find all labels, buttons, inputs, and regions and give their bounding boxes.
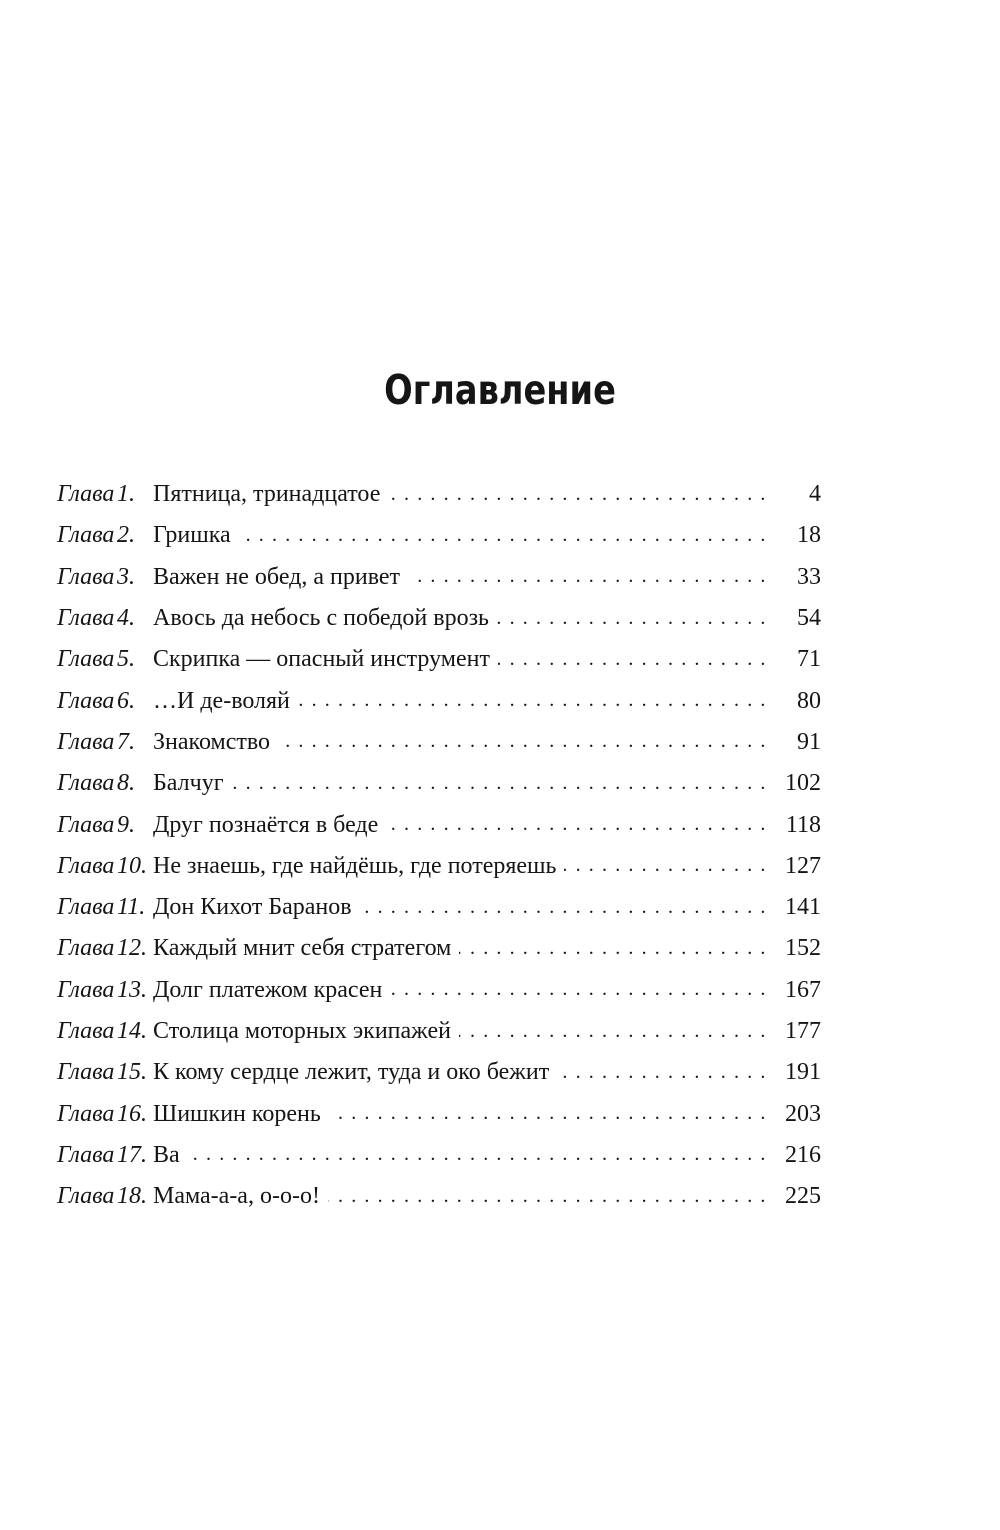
chapter-word: Глава (57, 1059, 115, 1086)
chapter-title: Друг познаётся в беде (153, 811, 379, 838)
dot-leader (459, 937, 767, 961)
chapter-word: Глава (57, 1141, 115, 1168)
page-number: 127 (785, 852, 821, 879)
chapter-number: 12. (117, 935, 147, 962)
dot-leader (459, 1020, 767, 1044)
chapter-number: 11. (117, 894, 146, 921)
page-number: 191 (785, 1059, 821, 1086)
chapter-title: Дон Кихот Баранов (153, 894, 352, 921)
chapter-title: Важен не обед, а привет (153, 563, 401, 590)
chapter-word: Глава (57, 976, 115, 1003)
chapter-word: Глава (57, 1183, 115, 1210)
chapter-word: Глава (57, 811, 115, 838)
page-number: 167 (785, 976, 821, 1003)
toc-entry[interactable] (57, 970, 821, 1011)
dot-leader (278, 730, 767, 754)
chapter-title: Ва (153, 1141, 180, 1168)
chapter-word: Глава (57, 935, 115, 962)
page-number: 225 (785, 1183, 821, 1210)
dot-leader (328, 1185, 767, 1209)
chapter-title: Балчуг (153, 770, 224, 797)
chapter-number: 17. (117, 1141, 147, 1168)
toc-entry[interactable] (57, 1176, 821, 1217)
dot-leader (564, 854, 767, 878)
dot-leader (390, 978, 767, 1002)
chapter-title: Авось да небось с победой врозь (153, 605, 489, 632)
dot-leader (497, 607, 767, 631)
dot-leader (408, 565, 767, 589)
chapter-word: Глава (57, 1100, 115, 1127)
page-number: 177 (785, 1018, 821, 1044)
chapter-title: Гришка (153, 522, 231, 549)
chapter-title: Скрипка — опасный инструмент (153, 646, 490, 673)
dot-leader (498, 648, 767, 672)
dot-leader (360, 896, 767, 920)
page-number: 4 (809, 481, 821, 508)
chapter-number: 5. (117, 646, 135, 673)
chapter-word: Глава (57, 605, 115, 632)
toc-entry[interactable] (57, 804, 821, 845)
chapter-title: Не знаешь, где найдёшь, где потеряешь (153, 852, 557, 879)
toc-entry[interactable] (57, 598, 821, 639)
chapter-title: Каждый мнит себя стратегом (153, 935, 452, 962)
chapter-number: 3. (117, 563, 135, 590)
toc-entry[interactable] (57, 639, 821, 680)
chapter-title: Пятница, тринадцатое (153, 481, 381, 508)
chapter-number: 1. (117, 481, 135, 508)
toc-entry[interactable] (57, 474, 821, 515)
page-number: 91 (797, 728, 821, 755)
chapter-number: 8. (117, 770, 135, 797)
table-of-contents (57, 474, 821, 1217)
chapter-number: 7. (117, 728, 135, 755)
page-number: 18 (797, 522, 821, 549)
chapter-word: Глава (57, 646, 115, 673)
page-number: 102 (785, 770, 821, 797)
chapter-word: Глава (57, 1018, 115, 1044)
toc-entry[interactable] (57, 722, 821, 763)
dot-leader (239, 524, 767, 548)
chapter-title: Долг платежом красен (153, 976, 383, 1003)
chapter-number: 16. (117, 1100, 147, 1127)
toc-entry[interactable] (57, 1093, 821, 1134)
dot-leader (388, 483, 767, 507)
chapter-word: Глава (57, 563, 115, 590)
chapter-number: 13. (117, 976, 147, 1003)
dot-leader (188, 1143, 767, 1167)
page-number: 216 (785, 1141, 821, 1168)
page-number: 152 (785, 935, 821, 962)
page-number: 203 (785, 1100, 821, 1127)
page-number: 54 (797, 605, 821, 632)
chapter-number: 15. (117, 1059, 147, 1086)
page-number: 71 (797, 646, 821, 673)
page-number: 80 (797, 687, 821, 714)
chapter-number: 14. (117, 1018, 147, 1044)
toc-entry[interactable] (57, 680, 821, 721)
chapter-title: Шишкин корень (153, 1100, 321, 1127)
toc-entry[interactable] (57, 1052, 821, 1093)
chapter-number: 6. (117, 687, 135, 714)
chapter-word: Глава (57, 522, 115, 549)
dot-leader (329, 1102, 767, 1126)
toc-entry[interactable] (57, 887, 821, 928)
chapter-title: …И де-воляй (153, 687, 290, 714)
chapter-title: Знакомство (153, 728, 270, 755)
page-number: 141 (785, 894, 821, 921)
page-title: Оглавление (384, 366, 616, 414)
toc-entry[interactable] (57, 846, 821, 887)
chapter-word: Глава (57, 770, 115, 797)
dot-leader (386, 813, 767, 837)
dot-leader (557, 1061, 767, 1085)
toc-entry[interactable] (57, 928, 821, 969)
chapter-title: Столица моторных экипажей (153, 1018, 451, 1044)
chapter-title: К кому сердце лежит, туда и око бежит (153, 1059, 550, 1086)
toc-entry[interactable] (57, 1135, 821, 1176)
chapter-word: Глава (57, 728, 115, 755)
chapter-number: 2. (117, 522, 135, 549)
chapter-word: Глава (57, 687, 115, 714)
page-number: 33 (797, 563, 821, 590)
chapter-number: 4. (117, 605, 135, 632)
toc-entry[interactable] (57, 763, 821, 804)
chapter-word: Глава (57, 481, 115, 508)
chapter-number: 10. (117, 852, 147, 879)
chapter-word: Глава (57, 852, 115, 879)
toc-entry[interactable] (57, 557, 821, 598)
page-number: 118 (785, 811, 821, 838)
toc-entry[interactable] (57, 1011, 821, 1052)
chapter-title: Мама-а-а, о-о-о! (153, 1183, 320, 1210)
chapter-number: 18. (117, 1183, 147, 1210)
chapter-word: Глава (57, 894, 115, 921)
dot-leader (298, 689, 767, 713)
dot-leader (232, 772, 767, 796)
toc-entry[interactable] (57, 515, 821, 556)
chapter-number: 9. (117, 811, 135, 838)
